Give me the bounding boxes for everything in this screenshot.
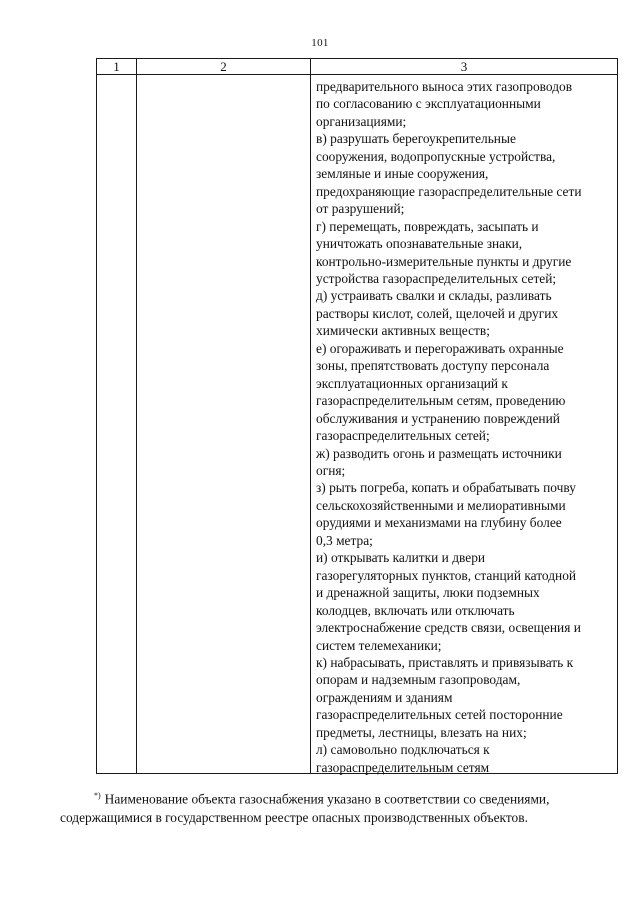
document-table: [96, 58, 618, 774]
col3-text-line: е) огораживать и перегораживать охранные: [316, 340, 564, 356]
col3-text-line: электроснабжение средств связи, освещения и: [316, 620, 581, 636]
col3-text-line: огня;: [316, 462, 346, 478]
col3-text-line: и дренажной защиты, люки подземных: [316, 585, 540, 601]
col3-text-line: д) устраивать свалки и склады, разливать: [316, 288, 552, 304]
footnote-text-1: Наименование объекта газоснабжения указано в соответствии со сведениями,: [104, 791, 550, 807]
col3-text-line: устройства газораспределительных сетей;: [316, 270, 557, 286]
col3-text-line: зоны, препятствовать доступу персонала: [316, 358, 550, 374]
col3-text-line: по согласованию с эксплуатационными: [316, 96, 541, 112]
col3-text-line: предварительного выноса этих газопроводов: [316, 79, 573, 94]
col3-text-line: эксплуатационных организаций к: [316, 375, 508, 391]
col3-text-line: земляные и иные сооружения,: [316, 166, 489, 182]
col3-text-line: опорам и надземным газопроводам,: [316, 672, 521, 688]
column-header-2: 2: [137, 59, 311, 74]
footnote: [60, 786, 626, 827]
col3-text-line: уничтожать опознавательные знаки,: [316, 236, 523, 252]
col3-text-line: ограждениям и зданиям: [316, 689, 453, 705]
col3-text-line: з) рыть погреба, копать и обрабатывать почву: [316, 480, 576, 496]
col3-text-line: орудиями и механизмами на глубину более: [316, 515, 562, 531]
col3-text-line: г) перемещать, повреждать, засыпать и: [316, 218, 539, 234]
col3-text-line: газораспределительным сетям, проведению: [316, 393, 566, 409]
table-header-row: [97, 59, 617, 75]
col3-text-line: обслуживания и устранению повреждений: [316, 410, 560, 426]
col3-text-line: сельскохозяйственными и мелиоративными: [316, 497, 566, 513]
footnote-line-2: содержащимися в государственном реестре опасных производственных объектов.: [60, 810, 528, 826]
page-number: 101: [311, 37, 329, 49]
table-body-row: [97, 75, 617, 773]
col3-text-line: предохраняющие газораспределительные сети: [316, 183, 582, 199]
col3-text-line: колодцев, включать или отключать: [316, 602, 515, 618]
col3-text-line: систем телемеханики;: [316, 637, 442, 653]
col3-text-line: л) самовольно подключаться к: [316, 742, 490, 758]
col3-text-line: предметы, лестницы, влезать на них;: [316, 724, 527, 740]
column-header-3: 3: [460, 59, 468, 74]
column-3-cell: [311, 75, 617, 773]
col3-text-line: 0,3 метра;: [316, 532, 373, 548]
footnote-marker: *): [94, 791, 101, 800]
col3-text-line: от разрушений;: [316, 201, 405, 217]
col3-text-line: и) открывать калитки и двери: [316, 550, 486, 566]
col3-text-line: химически активных веществ;: [316, 323, 490, 339]
column-2-cell: [137, 75, 311, 773]
col3-text-line: газораспределительным сетям: [316, 759, 490, 775]
col3-text-line: организациями;: [316, 113, 407, 129]
col3-text-line: растворы кислот, солей, щелочей и других: [316, 305, 559, 321]
col3-text-line: газораспределительных сетей посторонние: [316, 707, 563, 723]
col3-text-line: газораспределительных сетей;: [316, 428, 490, 444]
col3-text-line: в) разрушать берегоукрепительные: [316, 131, 516, 147]
footnote-line-1: [60, 786, 626, 808]
column-1-cell: [97, 75, 137, 773]
column-header-1: 1: [97, 59, 137, 74]
col3-text-line: к) набрасывать, приставлять и привязывать к: [316, 654, 574, 670]
col3-text-line: газорегуляторных пунктов, станций катодной: [316, 567, 577, 583]
col3-text-line: контрольно-измерительные пункты и другие: [316, 253, 572, 269]
col3-text-line: ж) разводить огонь и размещать источники: [316, 445, 562, 461]
col3-text-line: сооружения, водопропускные устройства,: [316, 148, 556, 164]
